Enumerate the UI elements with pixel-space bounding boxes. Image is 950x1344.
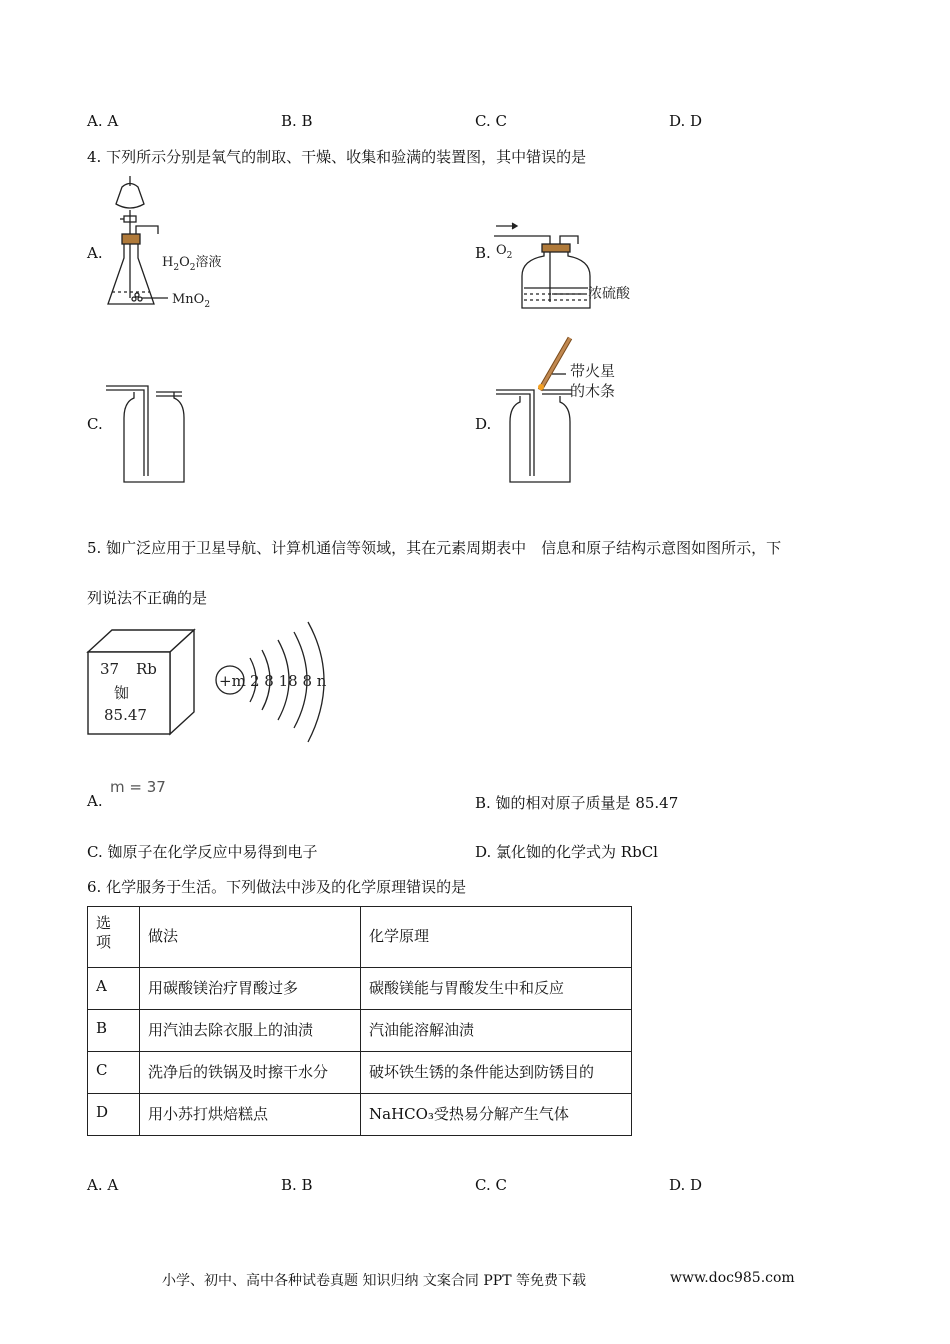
q4-stem: 4. 下列所示分别是氧气的制取、干燥、收集和验满的装置图，其中错误的是	[87, 148, 587, 166]
apparatus-c-figure	[104, 378, 194, 486]
apparatus-d-figure	[494, 334, 654, 486]
row-method: 洗净后的铁锅及时擦干水分	[140, 1052, 361, 1094]
q3-option-d: D. D	[669, 112, 703, 130]
header-option-line2: 项	[96, 933, 112, 951]
header-principle: 化学原理	[361, 907, 632, 968]
q5-option-c: C. 铷原子在化学反应中易得到电子	[87, 843, 318, 861]
mno2-label: MnO$_2$	[172, 292, 211, 310]
q5-option-a-formula: m = 37	[110, 778, 166, 796]
table-header-row	[88, 907, 632, 968]
row-option: D	[88, 1094, 140, 1136]
q6-option-d: D. D	[669, 1176, 703, 1194]
apparatus-a-figure	[100, 172, 240, 314]
periodic-table-cell	[86, 628, 198, 736]
q4-label-b: B.	[475, 244, 491, 262]
atomic-number: 37	[100, 660, 120, 678]
q3-option-c: C. C	[475, 112, 507, 130]
table-row	[88, 1094, 632, 1136]
atomic-structure-diagram	[210, 620, 340, 748]
h2o2-label: $H_2O_2$溶液	[162, 255, 222, 273]
q3-option-a: A. A	[87, 112, 119, 130]
row-principle: 汽油能溶解油渍	[361, 1010, 632, 1052]
atomic-mass: 85.47	[104, 706, 147, 724]
table-row	[88, 1010, 632, 1052]
table-row	[88, 1052, 632, 1094]
row-option: B	[88, 1010, 140, 1052]
nucleus-charge: +m	[219, 672, 246, 690]
element-symbol: Rb	[136, 660, 157, 678]
apparatus-b-figure	[494, 220, 644, 312]
o2-label: $O_2$	[496, 243, 513, 261]
q5-stem-line2: 列说法不正确的是	[87, 589, 208, 607]
row-method: 用小苏打烘焙糕点	[140, 1094, 361, 1136]
q4-label-a: A.	[87, 244, 103, 262]
row-principle: NaHCO₃受热易分解产生气体	[361, 1094, 632, 1136]
q6-option-b: B. B	[281, 1176, 313, 1194]
element-name: 铷	[114, 684, 130, 702]
header-method: 做法	[140, 907, 361, 968]
header-option	[88, 907, 140, 968]
q5-option-b: B. 铷的相对原子质量是 85.47	[475, 794, 679, 812]
q6-stem: 6. 化学服务于生活。下列做法中涉及的化学原理错误的是	[87, 878, 467, 896]
q5-option-a-label: A.	[87, 792, 103, 810]
splint-label-line1: 带火星	[570, 362, 616, 380]
q3-option-b: B. B	[281, 112, 313, 130]
header-option-line1: 选	[96, 914, 112, 932]
q4-label-d: D.	[475, 415, 492, 433]
splint-label-line2: 的木条	[570, 382, 616, 400]
footer-text: 小学、初中、高中各种试卷真题 知识归纳 文案合同 PPT 等免费下载	[162, 1273, 586, 1289]
q6-table	[87, 906, 632, 1136]
q6-option-a: A. A	[87, 1176, 119, 1194]
q5-option-d: D. 氯化铷的化学式为 RbCl	[475, 843, 658, 861]
electron-shells: 2 8 18 8 n	[250, 672, 327, 690]
concentrated-sulfuric-acid-label: 浓硫酸	[588, 286, 630, 302]
row-principle: 碳酸镁能与胃酸发生中和反应	[361, 968, 632, 1010]
q5-stem-line1: 5. 铷广泛应用于卫星导航、计算机通信等领域，其在元素周期表中 信息和原子结构示意图如图所示，下	[87, 539, 782, 557]
footer-website-link[interactable]: www.doc985.com	[670, 1270, 795, 1286]
q6-option-c: C. C	[475, 1176, 507, 1194]
row-principle: 破坏铁生锈的条件能达到防锈目的	[361, 1052, 632, 1094]
row-option: C	[88, 1052, 140, 1094]
row-method: 用碳酸镁治疗胃酸过多	[140, 968, 361, 1010]
row-option: A	[88, 968, 140, 1010]
table-row	[88, 968, 632, 1010]
row-method: 用汽油去除衣服上的油渍	[140, 1010, 361, 1052]
q4-label-c: C.	[87, 415, 103, 433]
